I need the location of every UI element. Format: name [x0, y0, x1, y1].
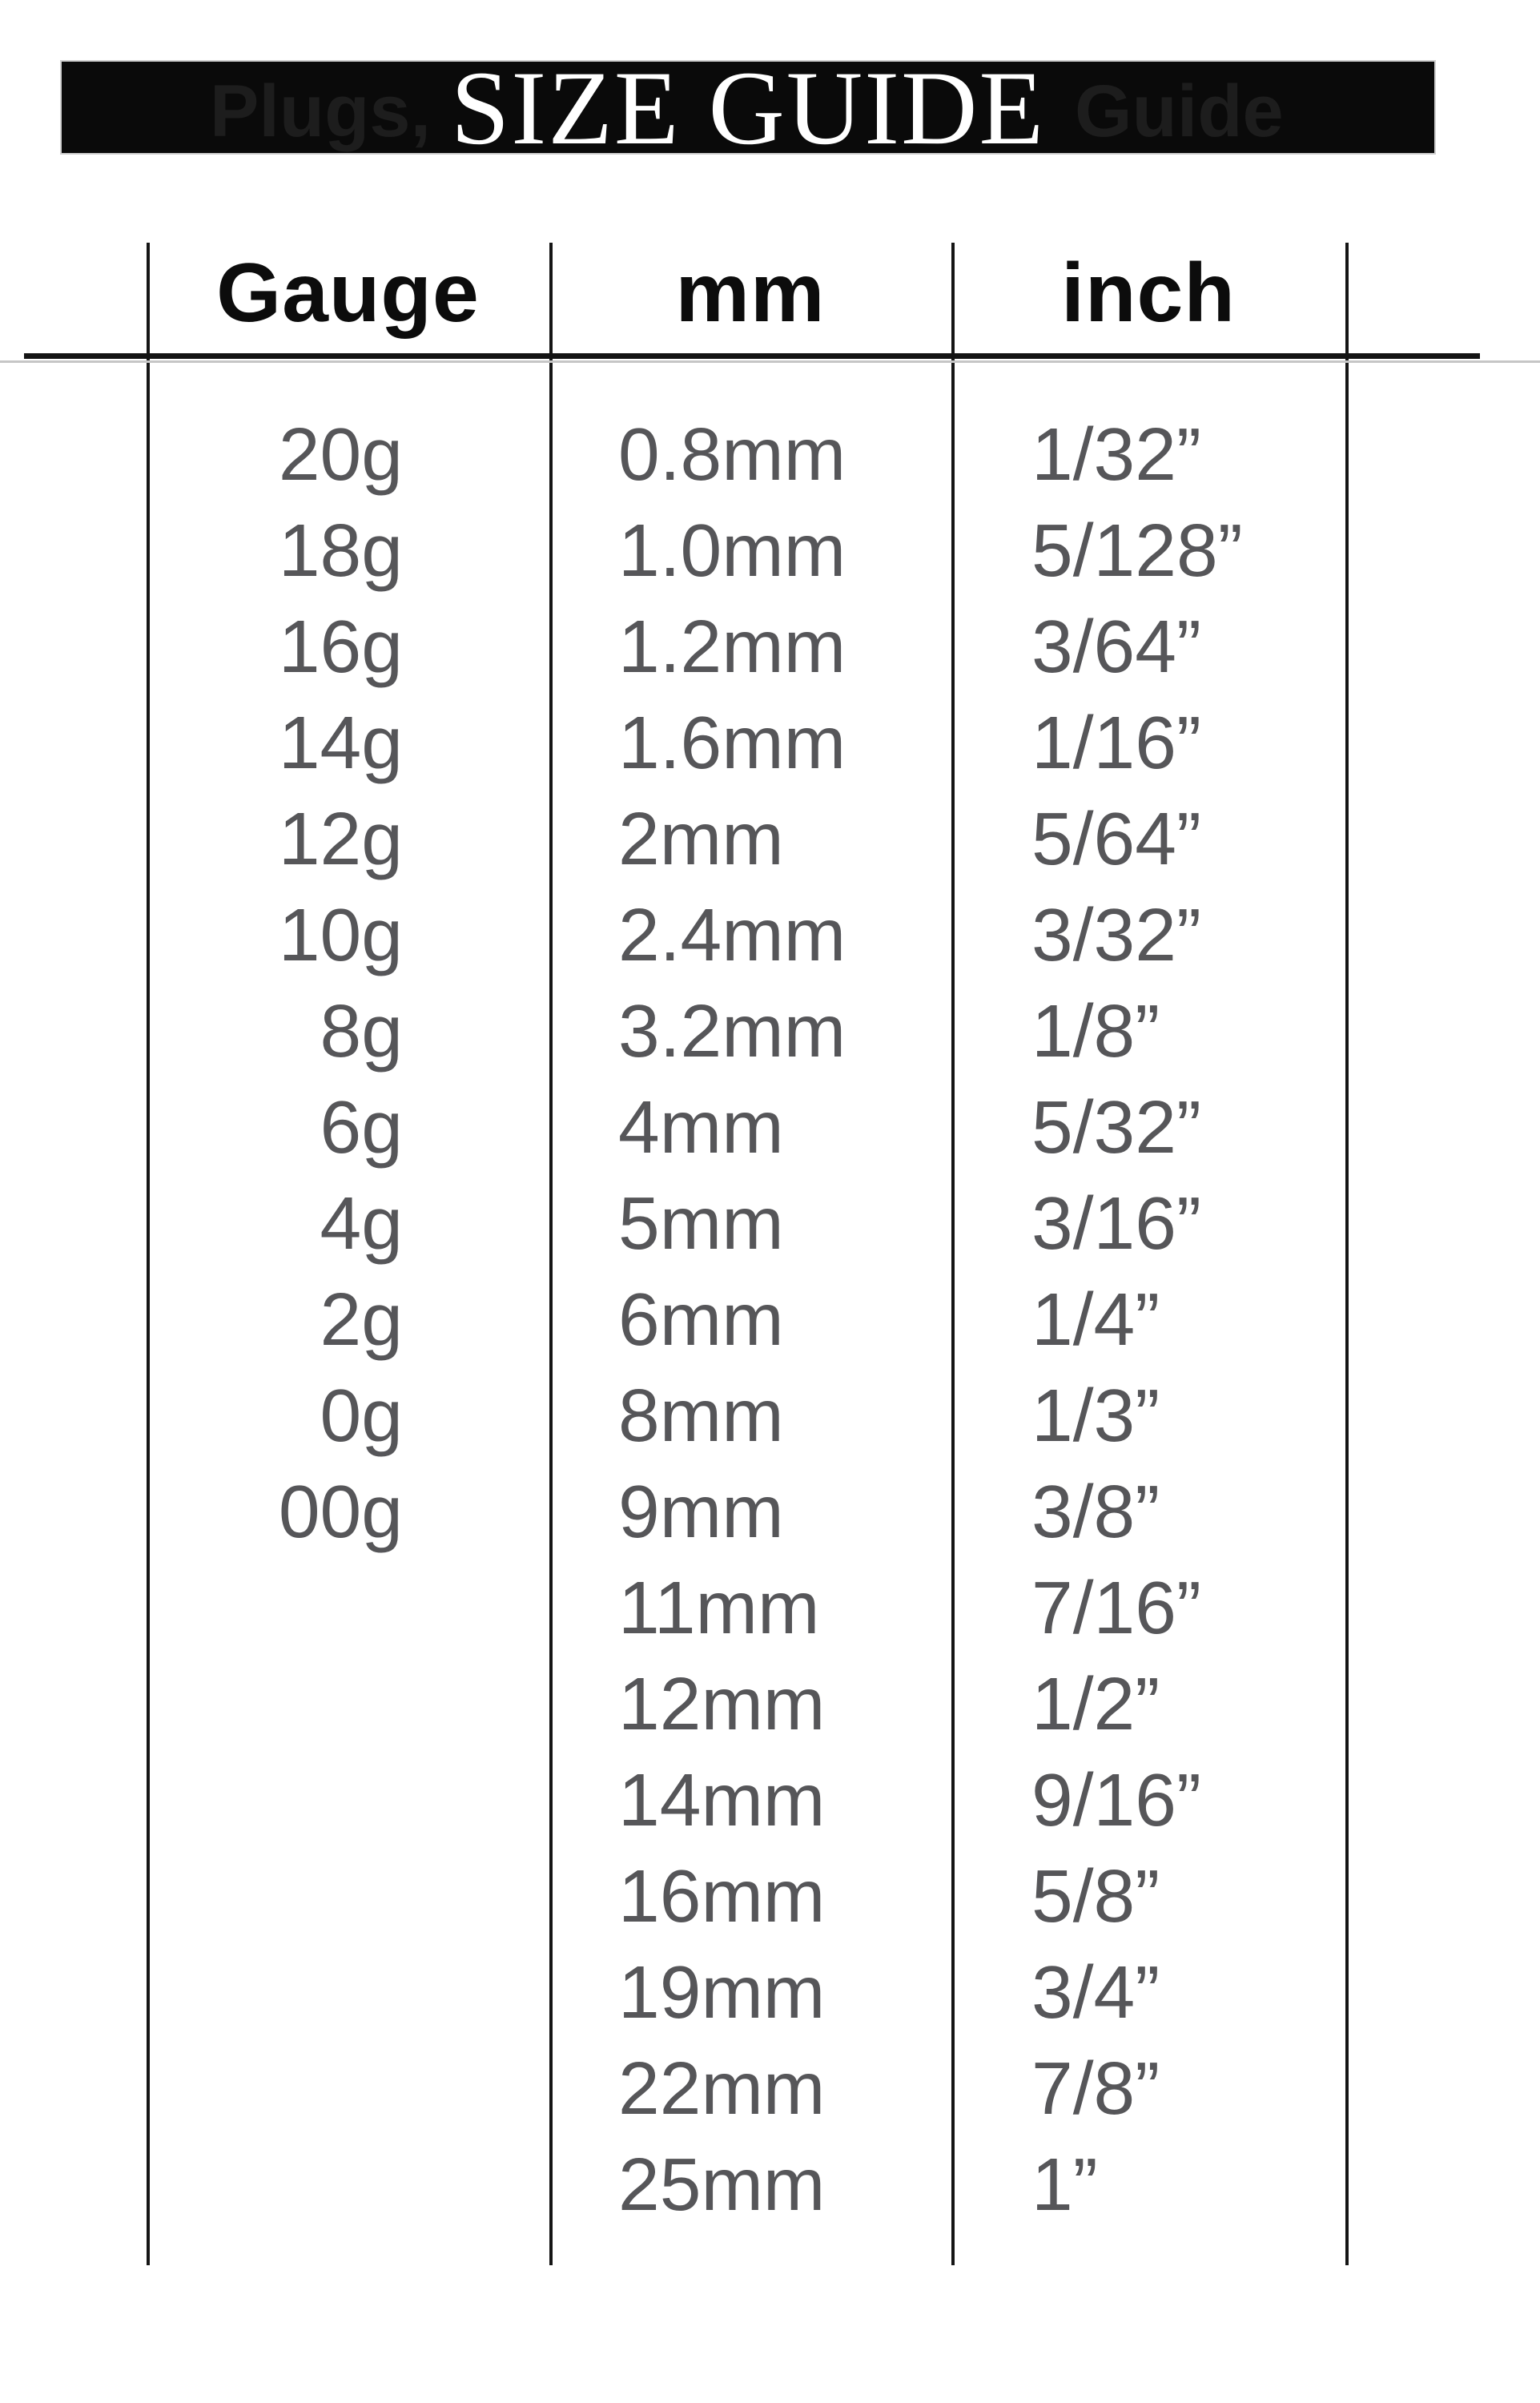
mm-cell: 8mm [618, 1374, 784, 1457]
mm-cell: 5mm [618, 1181, 784, 1265]
title-banner [60, 60, 1436, 155]
column-header-inch: inch [1061, 247, 1236, 340]
column-header-mm: mm [675, 247, 826, 340]
gauge-cell [147, 1656, 403, 1752]
table-row [0, 983, 1540, 1079]
mm-cell: 6mm [618, 1278, 784, 1361]
gauge-cell [147, 2040, 403, 2136]
inch-cell: 1/4” [1031, 1278, 1160, 1361]
mm-cell: 3.2mm [618, 989, 846, 1073]
page-title: SIZE GUIDE [450, 60, 1046, 155]
table-row [0, 1463, 1540, 1560]
mm-cell: 25mm [618, 2143, 826, 2226]
mm-cell: 1.0mm [618, 509, 846, 592]
gauge-cell: 10g [278, 893, 403, 976]
mm-cell: 12mm [618, 1662, 826, 1745]
mm-cell: 1.2mm [618, 605, 846, 688]
gauge-cell: 2g [320, 1278, 403, 1361]
ghost-text-left: Plugs, [210, 70, 432, 152]
table-row [0, 2136, 1540, 2232]
table-row [0, 791, 1540, 887]
gauge-cell: 6g [320, 1085, 403, 1169]
inch-cell: 7/16” [1031, 1566, 1201, 1649]
header-rule [24, 353, 1480, 359]
table-row [0, 1175, 1540, 1271]
table-row [0, 1944, 1540, 2040]
inch-cell: 3/64” [1031, 605, 1201, 688]
table-row [0, 1848, 1540, 1944]
inch-cell: 3/32” [1031, 893, 1201, 976]
gauge-cell: 18g [278, 509, 403, 592]
inch-cell: 5/8” [1031, 1854, 1160, 1938]
mm-cell: 22mm [618, 2047, 826, 2130]
inch-cell: 5/32” [1031, 1085, 1201, 1169]
table-row [0, 1271, 1540, 1367]
inch-cell: 3/8” [1031, 1470, 1160, 1553]
table-row [0, 502, 1540, 598]
table-row [0, 1079, 1540, 1175]
table-row [0, 887, 1540, 983]
table-row [0, 406, 1540, 502]
table-row [0, 1752, 1540, 1848]
mm-cell: 9mm [618, 1470, 784, 1553]
inch-cell: 1/2” [1031, 1662, 1160, 1745]
column-header-gauge: Gauge [216, 247, 480, 340]
inch-cell: 3/16” [1031, 1181, 1201, 1265]
inch-cell: 1/8” [1031, 989, 1160, 1073]
table-row [0, 694, 1540, 791]
table-row [0, 598, 1540, 694]
mm-cell: 4mm [618, 1085, 784, 1169]
mm-cell: 0.8mm [618, 413, 846, 496]
mm-cell: 16mm [618, 1854, 826, 1938]
inch-cell: 1/3” [1031, 1374, 1160, 1457]
ghost-text-right: Guide [1075, 70, 1284, 152]
gauge-cell: 20g [278, 413, 403, 496]
mm-cell: 1.6mm [618, 701, 846, 784]
gauge-cell [147, 1752, 403, 1848]
gauge-cell: 4g [320, 1181, 403, 1265]
mm-cell: 19mm [618, 1950, 826, 2034]
gauge-cell: 16g [278, 605, 403, 688]
table-row [0, 1656, 1540, 1752]
table-row [0, 1367, 1540, 1463]
inch-cell: 1/16” [1031, 701, 1201, 784]
inch-cell: 1” [1031, 2143, 1098, 2226]
inch-cell: 5/64” [1031, 797, 1201, 880]
inch-cell: 1/32” [1031, 413, 1201, 496]
table-row [0, 1560, 1540, 1656]
gauge-cell: 8g [320, 989, 403, 1073]
mm-cell: 2.4mm [618, 893, 846, 976]
gauge-cell: 14g [278, 701, 403, 784]
mm-cell: 2mm [618, 797, 784, 880]
mm-cell: 11mm [618, 1566, 820, 1649]
inch-cell: 9/16” [1031, 1758, 1201, 1841]
gauge-cell: 12g [278, 797, 403, 880]
inch-cell: 3/4” [1031, 1950, 1160, 2034]
inch-cell: 7/8” [1031, 2047, 1160, 2130]
gauge-cell: 0g [320, 1374, 403, 1457]
gauge-cell [147, 1944, 403, 2040]
header-rule-shadow [0, 360, 1540, 363]
gauge-cell [147, 2136, 403, 2232]
gauge-cell [147, 1848, 403, 1944]
gauge-cell [147, 1560, 403, 1656]
table-row [0, 2040, 1540, 2136]
mm-cell: 14mm [618, 1758, 826, 1841]
gauge-cell: 00g [278, 1470, 403, 1553]
inch-cell: 5/128” [1031, 509, 1243, 592]
